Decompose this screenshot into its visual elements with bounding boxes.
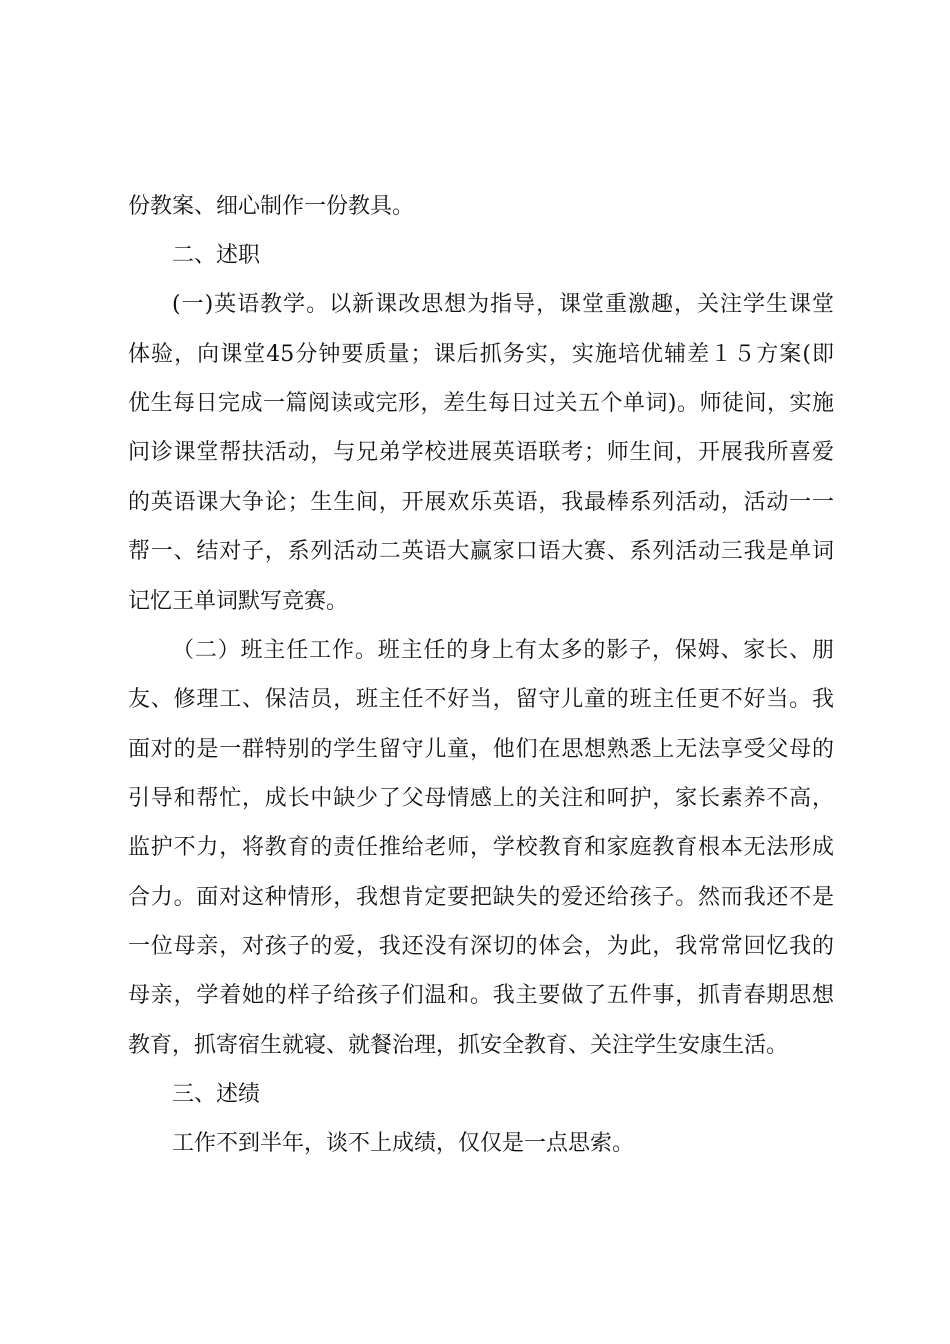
- text-line: 份教案、细心制作一份教具。: [128, 194, 415, 219]
- text-line: 的英语课大争论；生生间，开展欢乐英语，我最棒系列活动，活动一一: [128, 490, 834, 515]
- text-line: 问诊课堂帮扶活动，与兄弟学校进展英语联考；师生间，开展我所喜爱: [128, 440, 834, 465]
- text-line: 记忆王单词默写竞赛。: [128, 589, 349, 614]
- text-line: 体验，向课堂45分钟要质量；课后抓务实，实施培优辅差１５方案(即: [128, 342, 834, 367]
- text-line: 合力。面对这种情形，我想肯定要把缺失的爱还给孩子。然而我还不是: [128, 885, 834, 910]
- text-line: 面对的是一群特别的学生留守儿童，他们在思想熟悉上无法享受父母的: [128, 737, 834, 762]
- text-line: 引导和帮忙，成长中缺少了父母情感上的关注和呵护，家长素养不高，: [128, 786, 834, 811]
- text-line: 友、修理工、保洁员，班主任不好当，留守儿童的班主任更不好当。我: [128, 687, 834, 712]
- text-line: 帮一、结对子，系列活动二英语大赢家口语大赛、系列活动三我是单词: [128, 539, 834, 564]
- text-line: 一位母亲，对孩子的爱，我还没有深切的体会，为此，我常常回忆我的: [128, 934, 834, 959]
- section-heading: 二、述职: [172, 243, 261, 268]
- text-line: 教育，抓寄宿生就寝、就餐治理，抓安全教育、关注学生安康生活。: [128, 1033, 789, 1058]
- text-line: 监护不力，将教育的责任推给老师，学校教育和家庭教育根本无法形成: [128, 835, 834, 860]
- text-line: （二）班主任工作。班主任的身上有太多的影子，保姆、家长、朋: [172, 638, 834, 663]
- text-line: 优生每日完成一篇阅读或完形，差生每日过关五个单词)。师徒间，实施: [128, 391, 834, 416]
- text-line: 母亲，学着她的样子给孩子们温和。我主要做了五件事，抓青春期思想: [128, 983, 834, 1008]
- text-line: (一)英语教学。以新课改思想为指导，课堂重激趣，关注学生课堂: [172, 292, 834, 317]
- text-line: 工作不到半年，谈不上成绩，仅仅是一点思索。: [172, 1131, 635, 1156]
- section-heading: 三、述绩: [172, 1082, 261, 1107]
